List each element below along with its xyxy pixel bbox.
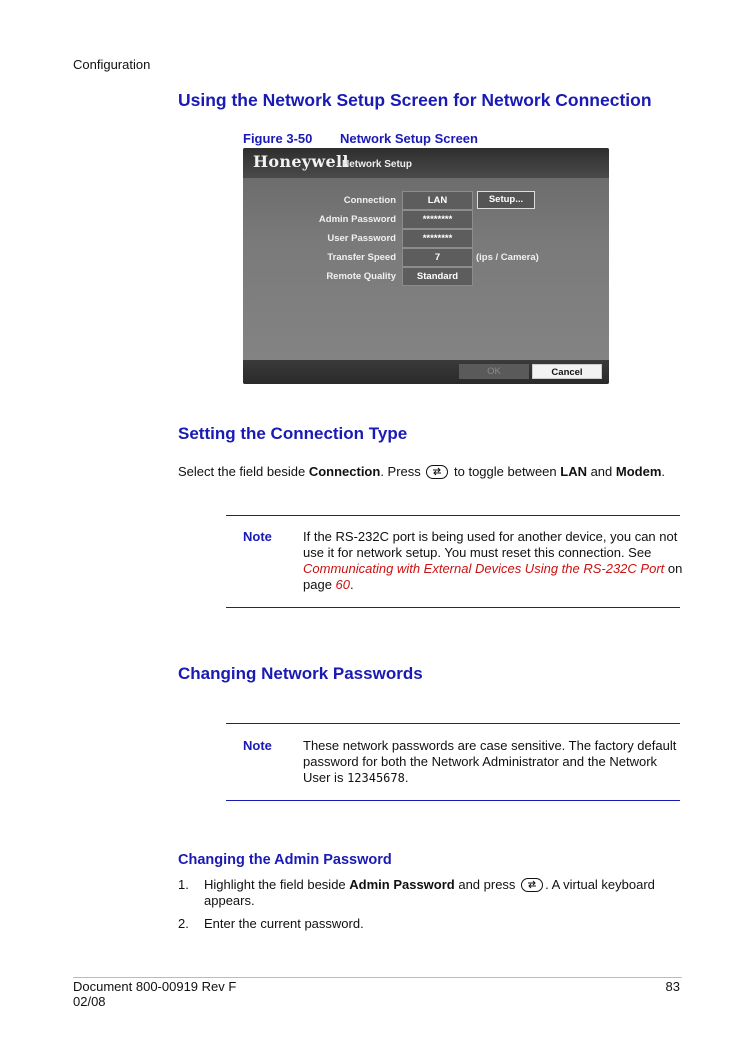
connection-label: Connection: [343, 195, 396, 206]
cancel-button[interactable]: Cancel: [532, 364, 602, 379]
section-title: Using the Network Setup Screen for Network Connection: [178, 90, 652, 110]
note-rule-bottom: [226, 607, 680, 608]
running-header: Configuration: [73, 57, 151, 72]
user-password-field[interactable]: ********: [402, 229, 473, 248]
footer-document: [73, 979, 236, 1009]
brand-logo: Honeywell: [253, 152, 349, 171]
note-label: Note: [243, 529, 272, 544]
document-date: 02/08: [73, 994, 106, 1009]
screen-titlebar: [243, 148, 609, 178]
admin-password-field[interactable]: ********: [402, 210, 473, 229]
admin-heading: Changing the Admin Password: [178, 852, 392, 868]
toggle-button-icon: [426, 465, 448, 479]
page-number: 83: [665, 979, 680, 994]
screen-title: Network Setup: [342, 159, 413, 170]
transfer-speed-field[interactable]: 7: [402, 248, 473, 267]
figure-number: Figure 3-50: [243, 131, 313, 146]
connection-field[interactable]: LAN: [402, 191, 473, 210]
remote-quality-field[interactable]: Standard: [402, 267, 473, 286]
note-text: If the RS-232C port is being used for another device, you can not use it for network setup. You must reset this connection. See Communicating with External Devices Using the RS-232C Port on page 60.: [303, 529, 683, 592]
default-password: 12345678: [347, 771, 405, 785]
network-setup-screenshot: [243, 148, 609, 384]
admin-password-label: Admin Password: [318, 214, 396, 225]
figure-title: Network Setup Screen: [339, 131, 478, 146]
note-label: Note: [243, 738, 272, 753]
note-text: These network passwords are case sensitive. The factory default password for both the Network Administrator and the Network User is 12345678.: [303, 738, 677, 785]
connection-heading: Setting the Connection Type: [178, 424, 408, 443]
note-rule-bottom: [226, 800, 680, 801]
user-password-label: User Password: [327, 233, 396, 244]
note-rule-top: [226, 515, 680, 516]
passwords-heading: Changing Network Passwords: [178, 664, 423, 683]
setup-button[interactable]: Setup...: [477, 191, 535, 209]
page-reference-link[interactable]: 60: [335, 577, 351, 592]
transfer-speed-label: Transfer Speed: [327, 252, 396, 263]
document-number: Document 800-00919 Rev F: [73, 979, 237, 994]
footer-rule: [73, 977, 682, 978]
speed-unit: (ips / Camera): [476, 252, 539, 263]
note-rule-top: [226, 723, 680, 724]
remote-quality-label: Remote Quality: [326, 271, 396, 282]
figure-caption: [243, 131, 478, 146]
cross-reference-link[interactable]: Communicating with External Devices Using the RS-232C Port: [303, 561, 665, 576]
toggle-button-icon: [521, 878, 543, 892]
connection-paragraph: Select the field beside Connection. Press to toggle between LAN and Modem.: [178, 464, 666, 479]
ok-button[interactable]: OK: [459, 364, 529, 379]
